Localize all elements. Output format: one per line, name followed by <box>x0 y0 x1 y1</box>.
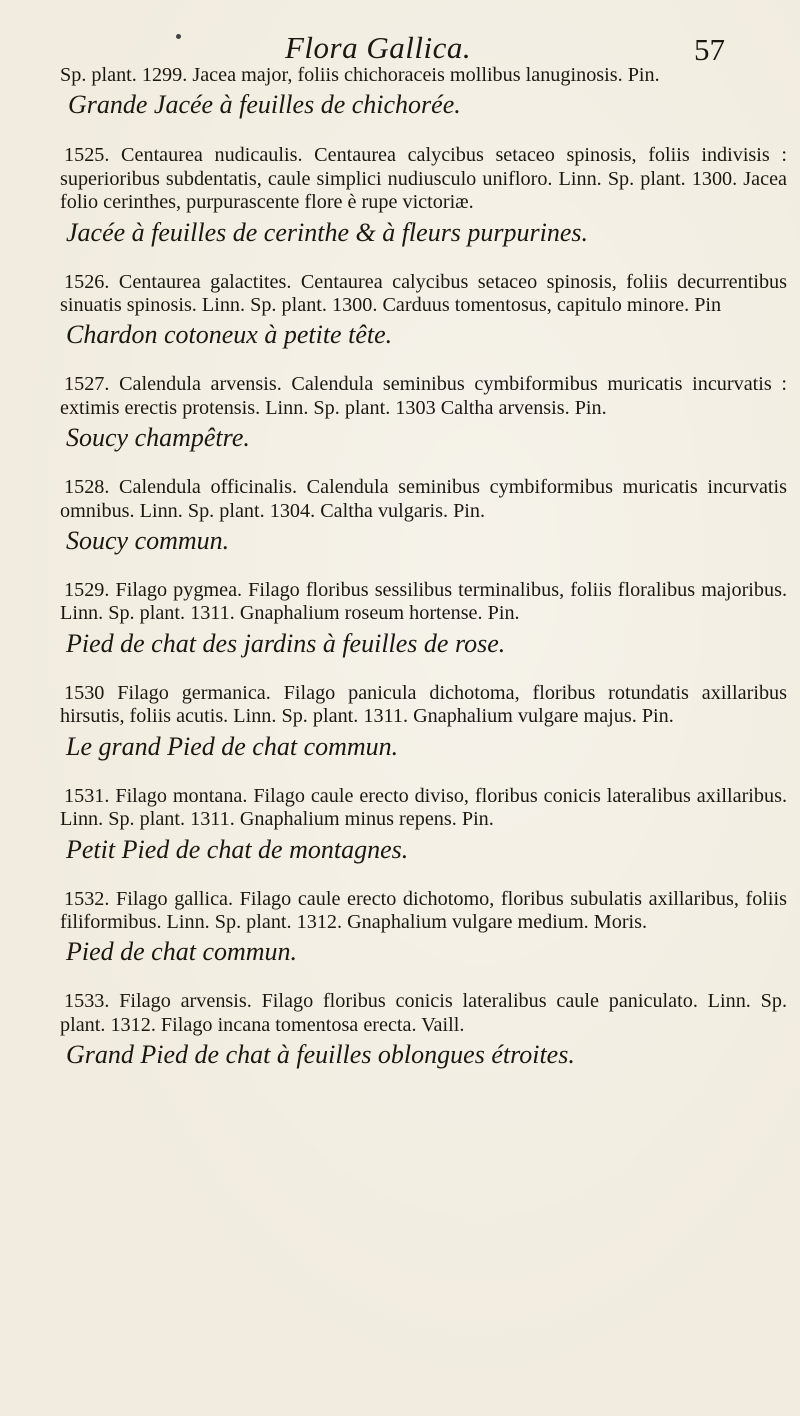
french-name: Jacée à feuilles de cerinthe & à fleurs purpurines. <box>66 217 589 247</box>
running-title: Flora Gallica. <box>285 30 472 65</box>
latin-description: 1530 Filago germanica. Filago panicula dichotoma, floribus rotundatis axillaribus hirsutis, foliis acutis. Linn. Sp. plant. 1311. Gnaphalium vulgare majus. Pin. <box>60 681 787 728</box>
latin-description: Sp. plant. 1299. Jacea major, foliis chichoraceis mollibus lanuginosis. Pin. <box>60 64 660 86</box>
french-name: Soucy commun. <box>66 526 230 556</box>
species-entry <box>60 888 787 968</box>
species-entry <box>60 682 787 762</box>
latin-description: 1533. Filago arvensis. Filago floribus conicis lateralibus caule paniculato. Linn. Sp. plant. 1312. Filago incana tomentosa erecta. Vaill. <box>60 990 787 1036</box>
species-entry <box>60 373 787 453</box>
species-entry <box>60 144 787 247</box>
species-entry <box>60 785 787 865</box>
page-number: 57 <box>694 32 725 67</box>
french-name: Chardon cotoneux à petite tête. <box>66 320 393 350</box>
french-name: Pied de chat des jardins à feuilles de rose. <box>66 628 506 658</box>
species-entry <box>60 476 787 556</box>
latin-description: 1531. Filago montana. Filago caule erecto diviso, floribus conicis lateralibus axillaribus. Linn. Sp. plant. 1311. Gnaphalium minus repens. Pin. <box>60 784 787 831</box>
latin-description: 1527. Calendula arvensis. Calendula seminibus cymbiformibus muricatis incurvatis : extimis erectis protensis. Linn. Sp. plant. 1303 Caltha arvensis. Pin. <box>60 373 787 419</box>
species-entry <box>60 64 787 120</box>
latin-description: 1525. Centaurea nudicaulis. Centaurea calycibus setaceo spinosis, foliis indivisis : superioribus subdentatis, caule simplici nudiusculo unifloro. Linn. Sp. plant. 1300. Jacea folio cerinthes, purpurascente flore è rupe victoriæ. <box>60 144 787 214</box>
french-name: Grande Jacée à feuilles de chichorée. <box>68 90 461 120</box>
latin-description: 1528. Calendula officinalis. Calendula seminibus cymbiformibus muricatis incurvatis omnibus. Linn. Sp. plant. 1304. Caltha vulgaris. Pin. <box>60 476 787 522</box>
french-name: Le grand Pied de chat commun. <box>66 731 399 761</box>
french-name: Soucy champêtre. <box>66 423 250 453</box>
species-entry <box>60 579 787 659</box>
french-name: Petit Pied de chat de montagnes. <box>66 834 409 864</box>
french-name: Pied de chat commun. <box>66 937 298 967</box>
latin-description: 1526. Centaurea galactites. Centaurea calycibus setaceo spinosis, foliis decurrentibus sinuatis spinosis. Linn. Sp. plant. 1300. Carduus tomentosus, capitulo minore. Pin <box>60 270 787 317</box>
ink-dot <box>176 34 181 39</box>
species-entry <box>60 990 787 1070</box>
page-body <box>60 64 787 1093</box>
latin-description: 1532. Filago gallica. Filago caule erecto dichotomo, floribus subulatis axillaribus, foliis filiformibus. Linn. Sp. plant. 1312. Gnaphalium vulgare medium. Moris. <box>60 887 787 933</box>
french-name: Grand Pied de chat à feuilles oblongues étroites. <box>66 1040 575 1070</box>
species-entry <box>60 271 787 351</box>
latin-description: 1529. Filago pygmea. Filago floribus sessilibus terminalibus, foliis floralibus majoribus. Linn. Sp. plant. 1311. Gnaphalium roseum hortense. Pin. <box>60 579 787 625</box>
